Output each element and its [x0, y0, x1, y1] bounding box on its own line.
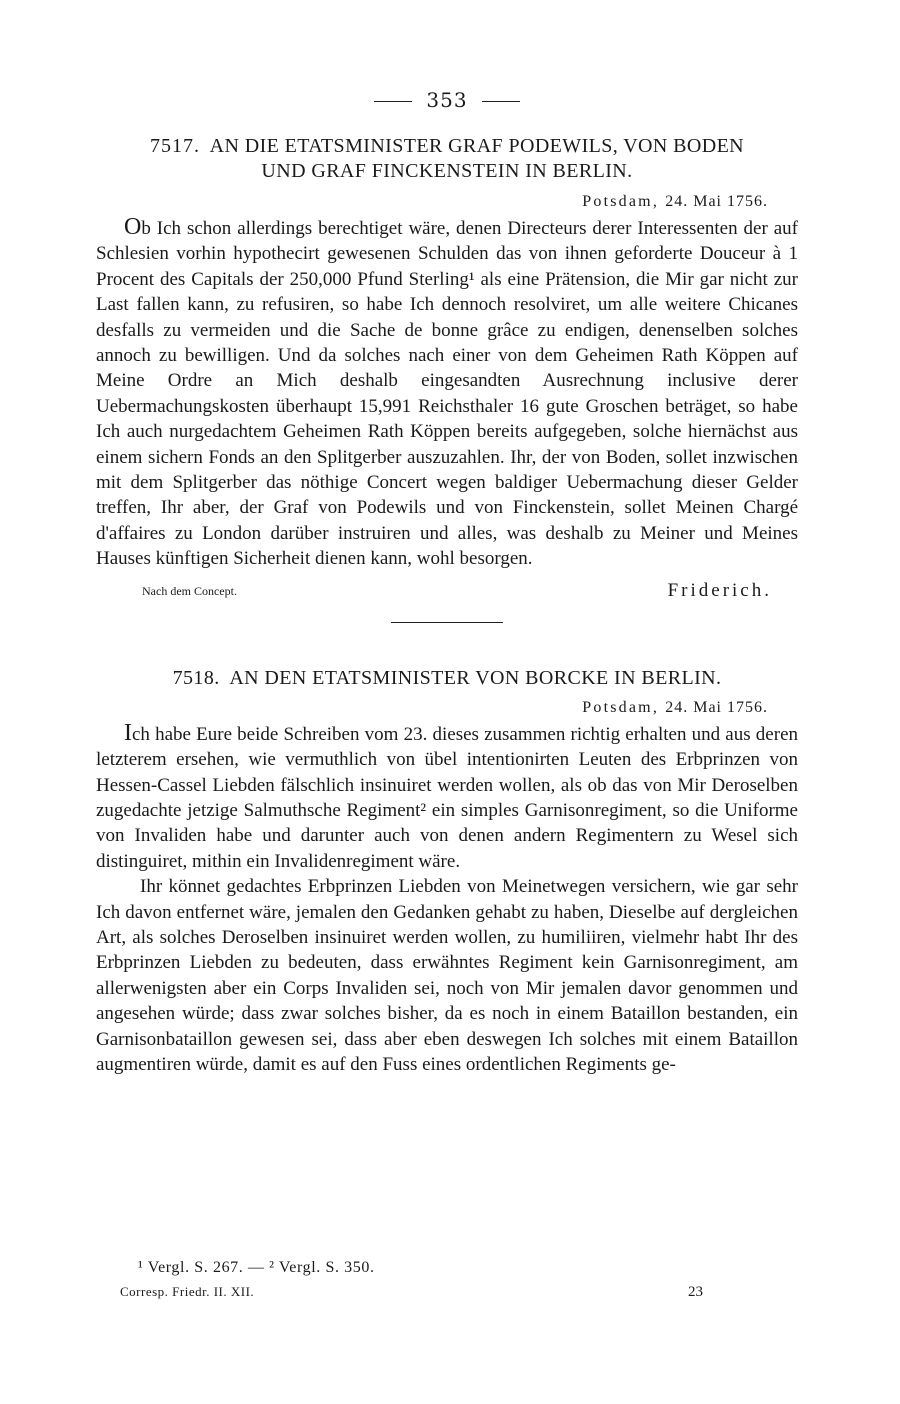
dash-right — [482, 101, 520, 102]
letter-7518-heading — [96, 667, 798, 690]
letter-7517-number: 7517. — [149, 135, 200, 157]
letter-7517-dateline — [96, 193, 798, 211]
letter-7517-heading — [96, 134, 798, 184]
section-divider-rule — [391, 622, 503, 623]
letter-7518-body-1: Ich habe Eure beide Schreiben vom 23. dieses zusammen richtig erhalten und aus deren letzterem ersehen, wie vermuthlich von übel intentionirten Leuten des Erbprinzen von Hessen-Cassel Liebden fälschlich insinuiret werden wollen, als ob das von Mir Deroselben zugedachte jetzige Salmuthsche Regiment² ein simples Garnisonregiment, so die Uniforme von Invaliden habe und darunter auch von denen andern Regimentern zu Wesel sich distinguiret, mithin ein Invalidenregiment wäre. — [96, 719, 798, 872]
letter-7518-place: Potsdam, — [582, 698, 660, 716]
page-number-line — [96, 88, 798, 118]
dash-left — [374, 101, 412, 102]
letter-7517-body: Ob Ich schon allerdings berechtiget wäre, denen Directeurs derer Interessenten der auf Schlesien vorhin hypothecirt gewesenen Schulden das von ihnen geforderte Douceur à 1 Procent des Capitals der 250,000 Pfund Sterling¹ als eine Prätension, die Mir gar nicht zur Last fallen kann, zu refusiren, so habe Ich dennoch resolviret, um alle weitere Chicanes desfalls zu vermeiden und die Sache de bonne grâce zu endigen, denenselben solches annoch zu bewilligen. Und da solches nach einer von dem Geheimen Rath Köppen auf Meine Ordre an Mich deshalb eingesandten Ausrechnung inclusive derer Uebermachungskosten überhaupt 15,991 Reichsthaler 16 gute Groschen beträget, so habe Ich auch nurgedachtem Geheimen Rath Köppen bereits aufgegeben, solche hiernächst aus einem sichern Fonds an den Splitgerber auszuzahlen. Ihr, der von Boden, sollet inzwischen mit dem Splitgerber das nöthige Concert wegen baldiger Uebermachung dieser Gelder treffen, Ihr aber, der Graf von Podewils und von Finckenstein, sollet Meinen Chargé d'affaires zu London darüber instruiren und alles, was deshalb zu Meiner und Meines Hauses künftigen Sicherheit dienen kann, wohl besorgen. — [96, 214, 798, 570]
letter-7518-body-2: Ihr könnet gedachtes Erbprinzen Liebden von Meinetwegen versichern, wie gar sehr Ich davon entfernet wäre, jemalen den Gedanken gehabt zu haben, Dieselbe auf dergleichen Art, als solches Deroselben insinuiret werden wollen, zu humiliiren, vielmehr habt Ihr des Erbprinzen Liebden zu bedeuten, dass erwähntes Regiment kein Garnisonregiment, am allerwenigsten aber ein Corps Invaliden sei, noch von Mir jemalen davor genommen und angesehen würde; dass zwar solches bisher, da es noch in einem Bataillon bestanden, ein Garnisonbataillon gewesen sei, dass aber eben deswegen Ich solches mit einem Bataillon augmentiren würde, damit es auf den Fuss eines ordentlichen Regiments ge- — [96, 876, 798, 1075]
letter-7517-date: 24. Mai 1756. — [665, 193, 768, 210]
signature-mark: 23 — [688, 1284, 703, 1300]
page-number: 353 — [426, 88, 468, 112]
letter-7518-heading-text: AN DEN ETATSMINISTER VON BORCKE IN BERLIN. — [229, 666, 722, 689]
letter-7517-heading-line2: UND GRAF FINCKENSTEIN IN BERLIN. — [261, 160, 633, 182]
letter-7518-date: 24. Mai 1756. — [665, 698, 768, 716]
letter-7517-source-note: Nach dem Concept. — [142, 583, 237, 598]
letter-7518-number: 7518. — [172, 666, 220, 689]
running-footer: Corresp. Friedr. II. XII. — [120, 1284, 255, 1299]
letter-7517-signature-row — [96, 578, 798, 608]
letter-7517-signature: Friderich. — [667, 579, 772, 601]
letter-7517-heading-line1: AN DIE ETATSMINISTER GRAF PODEWILS, VON BODEN — [209, 135, 745, 157]
footnotes: ¹ Vergl. S. 267. — ² Vergl. S. 350. — [138, 1259, 375, 1276]
letter-7518-dateline — [96, 699, 798, 717]
letter-7517-place: Potsdam, — [582, 193, 660, 210]
document-page — [96, 88, 798, 1077]
